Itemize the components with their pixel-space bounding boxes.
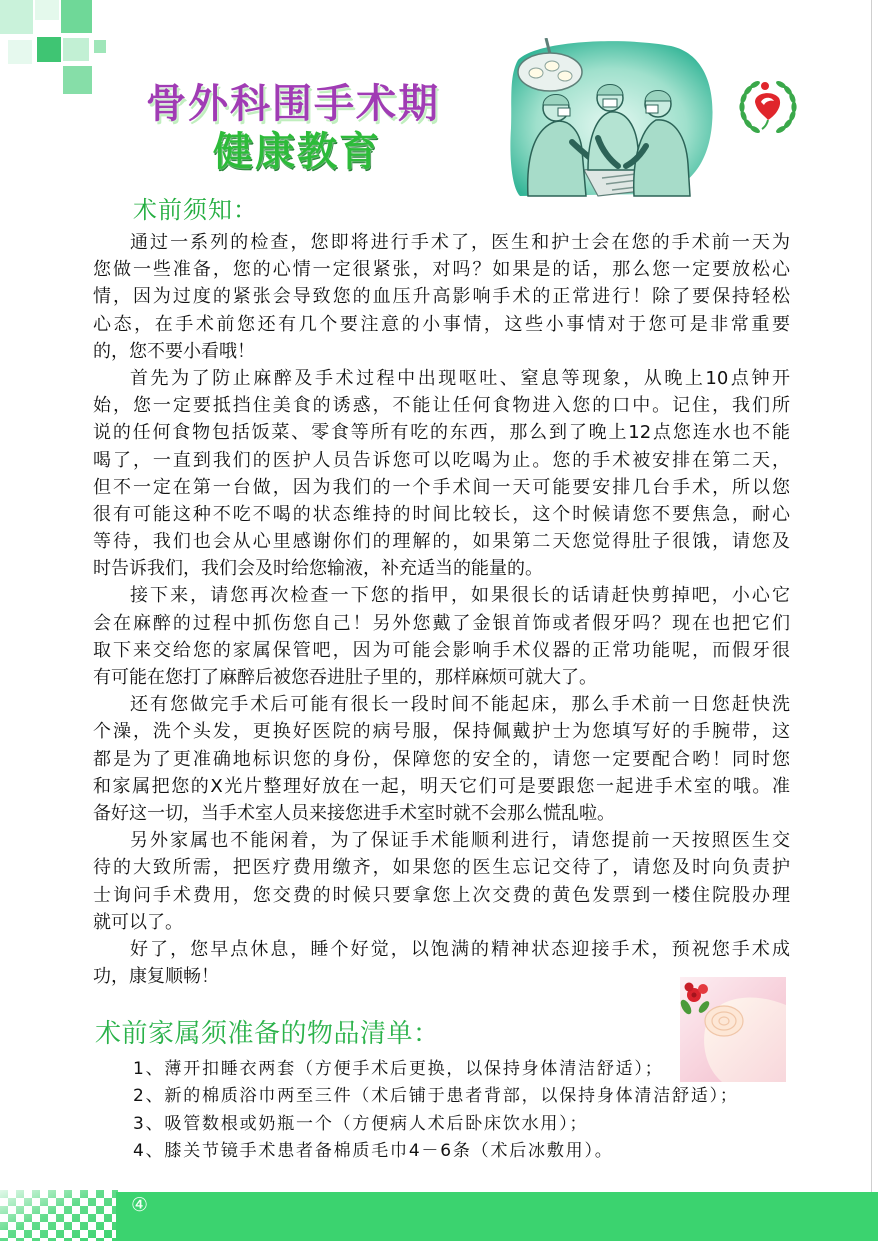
preop-notes-heading: 术前须知： <box>133 196 258 224</box>
body-line: 取下来交给您的家属保管吧，因为可能会影响手术仪器的正常功能呢，而假牙很 <box>93 639 790 661</box>
logo-emblem <box>755 82 780 129</box>
body-line: 功，康复顺畅！ <box>93 966 219 988</box>
body-line: 通过一系列的检查，您即将进行手术了，医生和护士会在您的手术前一天为 <box>130 232 790 253</box>
body-line: 情，因为过度的紧张会导致您的血压升高影响手术的正常进行！除了要保持轻松 <box>93 286 790 308</box>
paragraph <box>93 691 790 827</box>
body-line: 您做一些准备，您的心情一定很紧张，对吗？如果是的话，那么您一定要放松心 <box>93 259 790 281</box>
body-line: 个澡，洗个头发，更换好医院的病号服，保持佩戴护士为您填写好的手腕带，这 <box>93 721 790 743</box>
preop-notes-body <box>93 229 790 990</box>
title-line-1: 骨外科围手术期 <box>146 81 440 127</box>
body-line: 会在麻醉的过程中抓伤您自己！另外您戴了金银首饰或者假牙吗？现在也把它们 <box>93 612 790 634</box>
body-line: 就可以了。 <box>93 911 183 933</box>
list-item: 4、膝关节镜手术患者备棉质毛巾4－6条（术后冰敷用）。 <box>133 1140 614 1161</box>
corner-squares-decoration <box>0 0 110 100</box>
checklist-heading: 术前家属须准备的物品清单： <box>95 1019 440 1049</box>
body-line: 等待，我们也会从心里感谢你们的理解的，如果第二天您觉得肚子很饿，请您及 <box>93 531 790 553</box>
body-line: 接下来，请您再次检查一下您的指甲，如果很长的话请赶快剪掉吧，小心它 <box>130 585 790 607</box>
body-line: 备好这一切，当手术室人员来接您进手术室时就不会那么慌乱啦。 <box>93 802 615 824</box>
body-line: 另外家属也不能闲着，为了保证手术能顺利进行，请您提前一天按照医生交 <box>130 830 790 852</box>
list-item: 2、新的棉质浴巾两至三件（术后铺于患者背部，以保持身体清洁舒适）； <box>133 1086 739 1107</box>
body-line: 心态，在手术前您还有几个要注意的小事情，这些小事情对于您可是非常重要 <box>93 313 790 335</box>
paragraph <box>93 229 790 365</box>
page-edge-line <box>871 0 872 1192</box>
paragraph <box>93 827 790 936</box>
body-line: 但不一定在第一台做，因为我们的一个手术间一天可能要安排几台手术，所以您 <box>93 476 790 498</box>
body-line: 喝了，一直到我们的医护人员告诉您可以吃喝为止。您的手术被安排在第二天， <box>93 449 790 471</box>
body-line: 的，您不要小看哦！ <box>93 340 255 362</box>
list-item: 1、薄开扣睡衣两套（方便手术后更换，以保持身体清洁舒适）； <box>133 1059 664 1079</box>
paragraph <box>93 365 790 583</box>
checker-decoration <box>0 1190 118 1241</box>
body-line: 好了，您早点休息，睡个好觉，以饱满的精神状态迎接手术，预祝您手术成 <box>130 938 790 960</box>
body-line: 很有可能这种不吃不喝的状态维持的时间比较长，这个时候请您不要焦急，耐心 <box>93 503 790 525</box>
paragraph <box>93 582 790 691</box>
title-line-2: 健康教育 <box>213 129 381 175</box>
body-line: 还有您做完手术后可能有很长一段时间不能起床，那么手术前一日您赶快洗 <box>130 694 790 716</box>
checklist <box>133 1056 739 1165</box>
page-number: ④ <box>131 1194 149 1216</box>
body-line: 和家属把您的X光片整理好放在一起，明天它们可是要跟您一起进手术室的哦。准 <box>93 775 790 797</box>
body-line: 始，您一定要抵挡住美食的诱惑，不能让任何食物进入您的口中。记住，我们所 <box>93 395 790 417</box>
body-line: 待的大致所需，把医疗费用缴齐，如果您的医生忘记交待了，请您及时向负责护 <box>93 857 790 879</box>
surgeons-illustration <box>506 38 716 198</box>
hospital-logo <box>735 76 801 138</box>
body-line: 时告诉我们，我们会及时给您输液，补充适当的能量的。 <box>93 558 543 580</box>
body-line: 都是为了更准确地标识您的身份，保障您的安全的，请您一定要配合哟！同时您 <box>93 748 790 770</box>
footer-band <box>116 1192 878 1241</box>
body-line: 士询问手术费用，您交费的时候只要拿您上次交费的黄色发票到一楼住院股办理 <box>93 884 790 906</box>
body-line: 说的任何食物包括饭菜、零食等所有吃的东西，那么到了晚上12点您连水也不能 <box>93 422 790 444</box>
body-line: 有可能在您打了麻醉后被您吞进肚子里的，那样麻烦可就大了。 <box>93 667 597 688</box>
list-item: 3、吸管数根或奶瓶一个（方便病人术后卧床饮水用）； <box>133 1113 589 1134</box>
body-line: 首先为了防止麻醉及手术过程中出现呕吐、窒息等现象，从晚上10点钟开 <box>130 367 790 389</box>
